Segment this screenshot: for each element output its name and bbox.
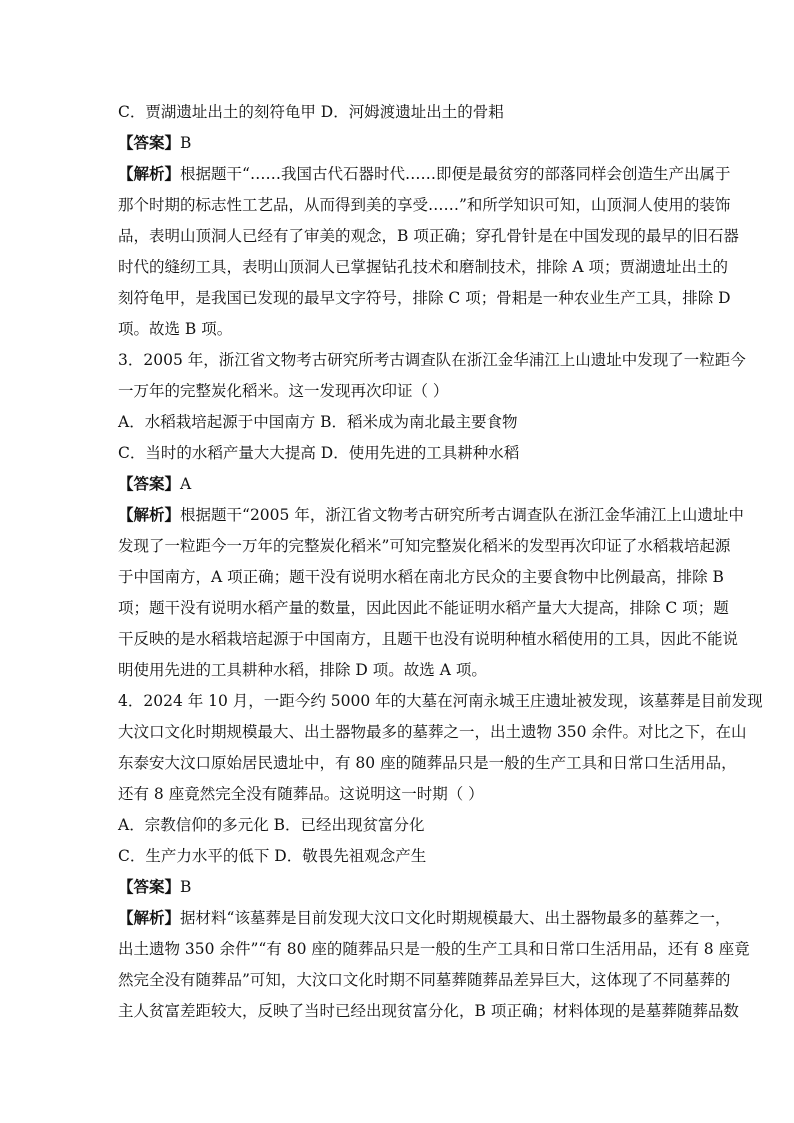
analysis-tag: 【解析】 — [118, 164, 181, 183]
line-text: 据材料“该墓葬是目前发现大汶口文化时期规模最大、出土器物最多的墓葬之一， — [180, 909, 731, 927]
option-line-a-b — [118, 815, 680, 835]
line-text: 然完全没有随葬品”可知，大汶口文化时期不同墓葬随葬品差异巨大，这体现了不同墓葬的 — [118, 971, 731, 989]
answer-line — [118, 877, 680, 897]
line-text: 4．2024 年 10 月，一距今约 5000 年的大墓在河南永城王庄遗址被发现，该墓葬是目前发现 — [118, 692, 763, 710]
analysis-line — [118, 505, 744, 525]
text-line — [118, 257, 729, 277]
answer-line — [118, 474, 680, 494]
text-line — [118, 567, 724, 587]
line-text: 那个时期的标志性工艺品，从而得到美的享受……”和所学知识可知，山顶洞人使用的装饰 — [118, 196, 731, 214]
answer-line — [118, 133, 680, 153]
text-line — [118, 288, 731, 308]
text-line — [118, 226, 739, 246]
line-text: 于中国南方，A 项正确；题干没有说明水稻在南北方民众的主要食物中比例最高，排除 B — [118, 568, 724, 586]
option-line-c-d — [118, 102, 680, 122]
text-line — [118, 1001, 739, 1021]
line-text: 干反映的是水稻栽培起源于中国南方，且题干也没有说明种植水稻使用的工具，因此不能说 — [118, 630, 739, 648]
answer-value: A — [180, 475, 192, 493]
line-text: C．当时的水稻产量大大提高 D．使用先进的工具耕种水稻 — [118, 444, 520, 462]
analysis-tag: 【解析】 — [118, 908, 181, 927]
line-text: C．生产力水平的低下 D．敬畏先祖观念产生 — [118, 847, 427, 865]
answer-value: B — [180, 878, 192, 896]
answer-tag: 【答案】 — [118, 474, 181, 493]
analysis-line — [118, 164, 731, 184]
question-3-line — [118, 350, 746, 370]
line-text: A．水稻栽培起源于中国南方 B．稻米成为南北最主要食物 — [118, 413, 518, 431]
line-text: A．宗教信仰的多元化 B．已经出现贫富分化 — [118, 816, 425, 834]
line-text: 大汶口文化时期规模最大、出土器物最多的墓葬之一，出土遗物 350 余件。对比之下，在山 — [118, 723, 747, 741]
analysis-tag: 【解析】 — [118, 505, 181, 524]
question-3-line — [118, 381, 680, 401]
line-text: 明使用先进的工具耕种水稻，排除 D 项。故选 A 项。 — [118, 661, 487, 679]
text-line — [118, 970, 731, 990]
question-4-line — [118, 691, 763, 711]
line-text: 刻符龟甲，是我国已发现的最早文字符号，排除 C 项；骨耜是一种农业生产工具，排除 D — [118, 289, 731, 307]
line-text: C．贾湖遗址出土的刻符龟甲 D．河姆渡遗址出土的骨耜 — [118, 103, 504, 121]
answer-value: B — [180, 134, 192, 152]
option-line-a-b — [118, 412, 680, 432]
text-line — [118, 536, 731, 556]
text-line — [118, 629, 739, 649]
line-text: 还有 8 座竟然完全没有随葬品。这说明这一时期（ ） — [118, 785, 484, 803]
question-4-line — [118, 784, 680, 804]
option-line-c-d — [118, 443, 680, 463]
line-text: 项。故选 B 项。 — [118, 320, 233, 338]
analysis-line — [118, 908, 731, 928]
option-line-c-d — [118, 846, 680, 866]
text-line — [118, 319, 680, 339]
line-text: 一万年的完整炭化稻米。这一发现再次印证（ ） — [118, 382, 449, 400]
line-text: 根据题干“2005 年，浙江省文物考古研究所考古调查队在浙江金华浦江上山遗址中 — [180, 506, 744, 524]
line-text: 品，表明山顶洞人已经有了审美的观念，B 项正确；穿孔骨针是在中国发现的最早的旧石器 — [118, 227, 739, 245]
line-text: 主人贫富差距较大，反映了当时已经出现贫富分化，B 项正确；材料体现的是墓葬随葬品数 — [118, 1002, 739, 1020]
text-line — [118, 598, 729, 618]
line-text: 出土遗物 350 余件”“有 80 座的随葬品只是一般的生产工具和日常口生活用品，还有 8 座竟 — [118, 940, 750, 958]
question-4-line — [118, 753, 737, 773]
text-line — [118, 660, 680, 680]
question-4-line — [118, 722, 747, 742]
line-text: 发现了一粒距今一万年的完整炭化稻米”可知完整炭化稻米的发型再次印证了水稻栽培起源 — [118, 537, 731, 555]
line-text: 项；题干没有说明水稻产量的数量，因此因此不能证明水稻产量大大提高，排除 C 项；题 — [118, 599, 729, 617]
text-line — [118, 195, 731, 215]
line-text: 根据题干“……我国古代石器时代……即便是最贫穷的部落同样会创造生产出属于 — [180, 165, 731, 183]
text-line — [118, 939, 750, 959]
line-text: 3．2005 年，浙江省文物考古研究所考古调查队在浙江金华浦江上山遗址中发现了一粒距今 — [118, 351, 746, 369]
line-text: 东泰安大汶口原始居民遗址中，有 80 座的随葬品只是一般的生产工具和日常口生活用品， — [118, 754, 737, 772]
line-text: 时代的缝纫工具，表明山顶洞人已掌握钻孔技术和磨制技术，排除 A 项；贾湖遗址出土的 — [118, 258, 729, 276]
answer-tag: 【答案】 — [118, 133, 181, 152]
answer-tag: 【答案】 — [118, 877, 181, 896]
